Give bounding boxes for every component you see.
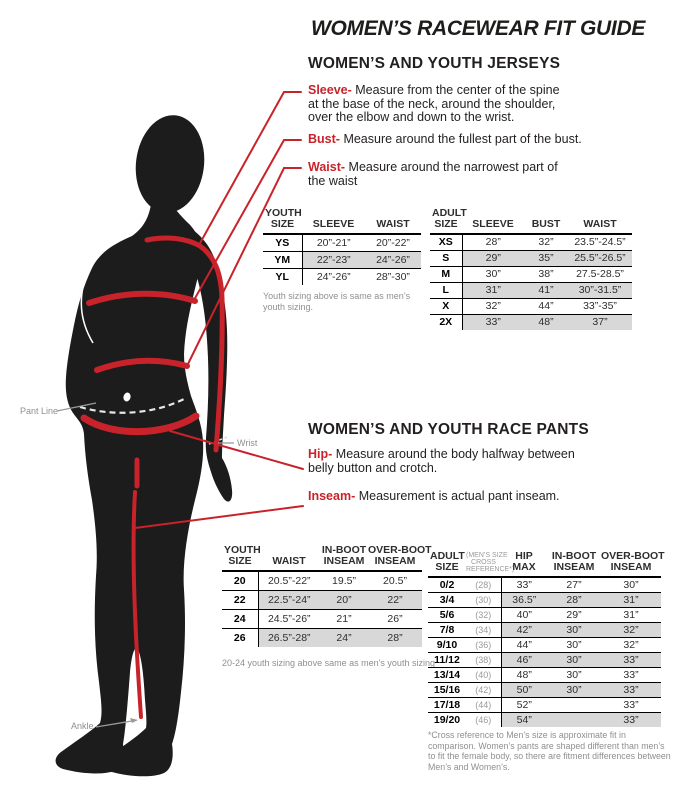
cell: 2X	[430, 314, 462, 330]
ankle-label: Ankle	[71, 721, 94, 731]
table-row	[428, 712, 661, 727]
cell: (38)	[466, 652, 501, 667]
hip-measurement-note	[308, 448, 588, 475]
column-header: ADULT SIZE	[430, 550, 465, 573]
cell: 22	[222, 590, 258, 609]
sleeve-measurement-note	[308, 84, 566, 125]
table-row	[222, 571, 422, 590]
cell: 48”	[516, 668, 532, 681]
cell: (34)	[466, 622, 501, 637]
cell: 38”	[538, 268, 554, 280]
hip-label: Hip-	[308, 447, 333, 461]
cell: 36.5”	[501, 592, 547, 607]
cell: 5/6	[439, 608, 455, 621]
cell: 17/18	[433, 698, 461, 711]
cell: 20”	[320, 590, 368, 609]
cell: XS	[430, 234, 462, 250]
cell: (36)	[466, 637, 501, 652]
cell	[547, 712, 601, 727]
cell: 29”	[566, 608, 582, 621]
cell: 11/12	[434, 653, 460, 666]
cell: 30”	[623, 578, 639, 591]
column-header: ADULT SIZE	[432, 207, 467, 230]
inseam-measurement-note	[308, 490, 618, 504]
cell: 33”	[601, 682, 661, 697]
cell: 27”	[566, 578, 582, 591]
youth-pants-note: 20-24 youth sizing above same as men’s youth sizing	[222, 658, 435, 668]
table-row	[222, 590, 422, 609]
cell: 22”-23”	[302, 251, 365, 268]
table-row	[428, 592, 661, 607]
cell: 33”	[462, 314, 524, 330]
table-row	[428, 667, 661, 682]
table-row	[430, 234, 632, 250]
column-header: BUST	[531, 218, 561, 230]
cell: 30”-31.5”	[568, 282, 632, 298]
cell: 25.5”-26.5”	[568, 250, 632, 266]
cell: 28”	[485, 236, 501, 249]
cell: 30”	[547, 622, 601, 637]
cell: 26”	[387, 612, 403, 625]
cell: 44”	[516, 638, 532, 651]
page-title: WOMEN’S RACEWEAR FIT GUIDE	[311, 17, 646, 40]
cell: 41”	[524, 282, 568, 298]
cell: 24”-26”	[316, 270, 351, 283]
cross-reference-footnote: *Cross reference to Men’s size is approximate fit in comparison. Women’s pants are shaped different than men’s to fit the female body, so there are fitment differences between Men’s and Women’s.	[428, 730, 671, 772]
cell: 33”	[601, 652, 661, 667]
cell: S	[430, 250, 462, 266]
bust-text: Measure around the fullest part of the bust.	[343, 132, 582, 146]
cell: 33”	[623, 668, 639, 681]
table-row	[430, 250, 632, 266]
cell: 33”	[516, 578, 532, 591]
cell: 30”	[547, 682, 601, 697]
cell: 48”	[524, 314, 568, 330]
ankle-arrowhead-icon	[130, 718, 138, 723]
cell: 28”	[368, 628, 422, 647]
bust-label: Bust-	[308, 132, 340, 146]
cell: YM	[263, 251, 302, 268]
header-row	[263, 207, 421, 234]
adult-pants-table	[428, 543, 665, 727]
cell: 9/10	[436, 638, 458, 651]
cell: 7/8	[439, 623, 455, 636]
column-header: (MEN’S SIZE CROSS REFERENCE*)	[466, 552, 515, 573]
cell: 20.5”-22”	[267, 574, 311, 587]
cell: 30”	[485, 268, 501, 280]
jerseys-section-heading: WOMEN’S AND YOUTH JERSEYS	[308, 55, 561, 72]
inseam-text: Measurement is actual pant inseam.	[358, 489, 560, 503]
cell: 35”	[524, 250, 568, 266]
cell: 24.5”-26”	[267, 612, 311, 625]
cell: 30”	[547, 652, 601, 667]
cell: (40)	[466, 667, 501, 682]
sleeve-label: Sleeve-	[308, 83, 352, 97]
table-header	[430, 207, 632, 234]
cell: 42”	[501, 622, 547, 637]
cell: 54”	[501, 712, 547, 727]
header-row	[222, 543, 422, 571]
waist-label: Waist-	[308, 160, 346, 174]
table-row	[222, 628, 422, 647]
cell: 28”-30”	[376, 270, 410, 283]
youth-pants-table	[222, 543, 432, 647]
table-row	[222, 609, 422, 628]
cell: 15/16	[433, 683, 461, 696]
cell: 28”	[547, 592, 601, 607]
column-header: HIP MAX	[512, 550, 536, 573]
youth-jerseys-note: Youth sizing above is same as men’s youth sizing.	[263, 291, 411, 312]
table-header	[263, 207, 421, 234]
cell: 30”	[566, 668, 582, 681]
table-body	[428, 577, 661, 727]
cell	[547, 697, 601, 712]
pants-section-heading: WOMEN’S AND YOUTH RACE PANTS	[308, 421, 589, 438]
cell: 52”	[516, 698, 532, 711]
table-row	[428, 577, 661, 592]
table-header	[428, 543, 665, 577]
table-body	[430, 234, 632, 330]
cell: 33”-35”	[583, 300, 617, 312]
column-header: SLEEVE	[312, 218, 355, 230]
table-row	[430, 298, 632, 314]
sleeve-text: Measure from the center of the spine at the base of the neck, around the shoulder, over the elbow and down to the wrist.	[308, 83, 560, 124]
cell: 29”	[462, 250, 524, 266]
table-row	[263, 251, 421, 268]
cell: 32”	[623, 638, 639, 651]
cell: 21”	[336, 612, 352, 625]
column-header: YOUTH SIZE	[224, 544, 261, 567]
silhouette-head	[130, 111, 209, 217]
cell: 32”	[601, 622, 661, 637]
cell: 30”	[566, 638, 582, 651]
cell: 50”	[501, 682, 547, 697]
table-row	[263, 268, 421, 285]
cell: 32”	[485, 300, 501, 312]
hip-text: Measure around the body halfway between belly button and crotch.	[308, 447, 575, 475]
column-header: WAIST	[376, 218, 410, 230]
table-row	[428, 652, 661, 667]
cell: 3/4	[439, 593, 455, 606]
bust-measurement-note	[308, 133, 638, 147]
cell: 20.5”	[383, 574, 407, 587]
adult-jerseys-table	[430, 207, 632, 330]
cell: 26	[222, 628, 258, 647]
waist-measurement-note	[308, 161, 563, 188]
cell: (44)	[466, 697, 501, 712]
cell: 27.5-28.5”	[576, 268, 624, 280]
cell: 24	[222, 609, 258, 628]
cell: 22.5”-24”	[258, 590, 320, 609]
cell: L	[430, 282, 462, 298]
silhouette-torso-legs	[56, 198, 204, 776]
table-body	[263, 234, 421, 285]
cell: 31”	[462, 282, 524, 298]
youth-jerseys-table	[263, 207, 421, 285]
cell: 0/2	[439, 578, 455, 591]
cell: 19.5”	[332, 574, 356, 587]
cell: 22”	[368, 590, 422, 609]
cell: YS	[263, 234, 302, 251]
table-row	[430, 282, 632, 298]
column-header: OVER-BOOT INSEAM	[601, 550, 665, 573]
header-row	[430, 207, 632, 234]
column-header: IN-BOOT INSEAM	[551, 550, 597, 573]
column-header: YOUTH SIZE	[265, 207, 302, 230]
inseam-label: Inseam-	[308, 489, 356, 503]
cell: YL	[263, 268, 302, 285]
female-silhouette	[56, 111, 233, 776]
table-header	[222, 543, 432, 571]
cell: 24”-26”	[365, 251, 421, 268]
cell: 31”	[623, 608, 639, 621]
pant-line-label: Pant Line	[20, 406, 59, 416]
cell: 13/14	[433, 668, 461, 681]
cell: 32”	[538, 236, 554, 249]
cell: 40”	[516, 608, 532, 621]
cell: 20”-21”	[316, 236, 351, 249]
table-row	[428, 697, 661, 712]
cell: 20”-22”	[376, 236, 410, 249]
table-body	[222, 571, 422, 647]
cell: 26.5”-28”	[258, 628, 320, 647]
cell: (46)	[466, 712, 501, 727]
table-row	[430, 314, 632, 330]
column-header: WAIST	[583, 218, 617, 230]
cell: 31”	[601, 592, 661, 607]
table-row	[428, 622, 661, 637]
table-row	[430, 266, 632, 282]
cell: (32)	[466, 607, 501, 622]
table-row	[263, 234, 421, 251]
waist-text: Measure around the narrowest part of the waist	[308, 160, 558, 188]
table-row	[428, 637, 661, 652]
cell: 19/20	[433, 713, 461, 726]
cell: 23.5”-24.5”	[574, 236, 626, 249]
column-header: SLEEVE	[472, 218, 514, 230]
cell: 46”	[501, 652, 547, 667]
header-row	[428, 543, 661, 577]
table-row	[428, 682, 661, 697]
cell: (28)	[466, 577, 501, 592]
column-header: WAIST	[272, 555, 306, 567]
cell: (30)	[466, 592, 501, 607]
cell: 24”	[320, 628, 368, 647]
cell: 33”	[623, 698, 639, 711]
cell: 33”	[601, 712, 661, 727]
cell: 44”	[538, 300, 554, 312]
column-header: IN-BOOT INSEAM	[321, 544, 367, 567]
wrist-label: Wrist	[237, 438, 258, 448]
cell: (42)	[466, 682, 501, 697]
cell: 37”	[568, 314, 632, 330]
cell: 20	[222, 571, 258, 590]
cell: M	[430, 266, 462, 282]
cell: X	[430, 298, 462, 314]
column-header: OVER-BOOT INSEAM	[368, 544, 432, 567]
table-row	[428, 607, 661, 622]
